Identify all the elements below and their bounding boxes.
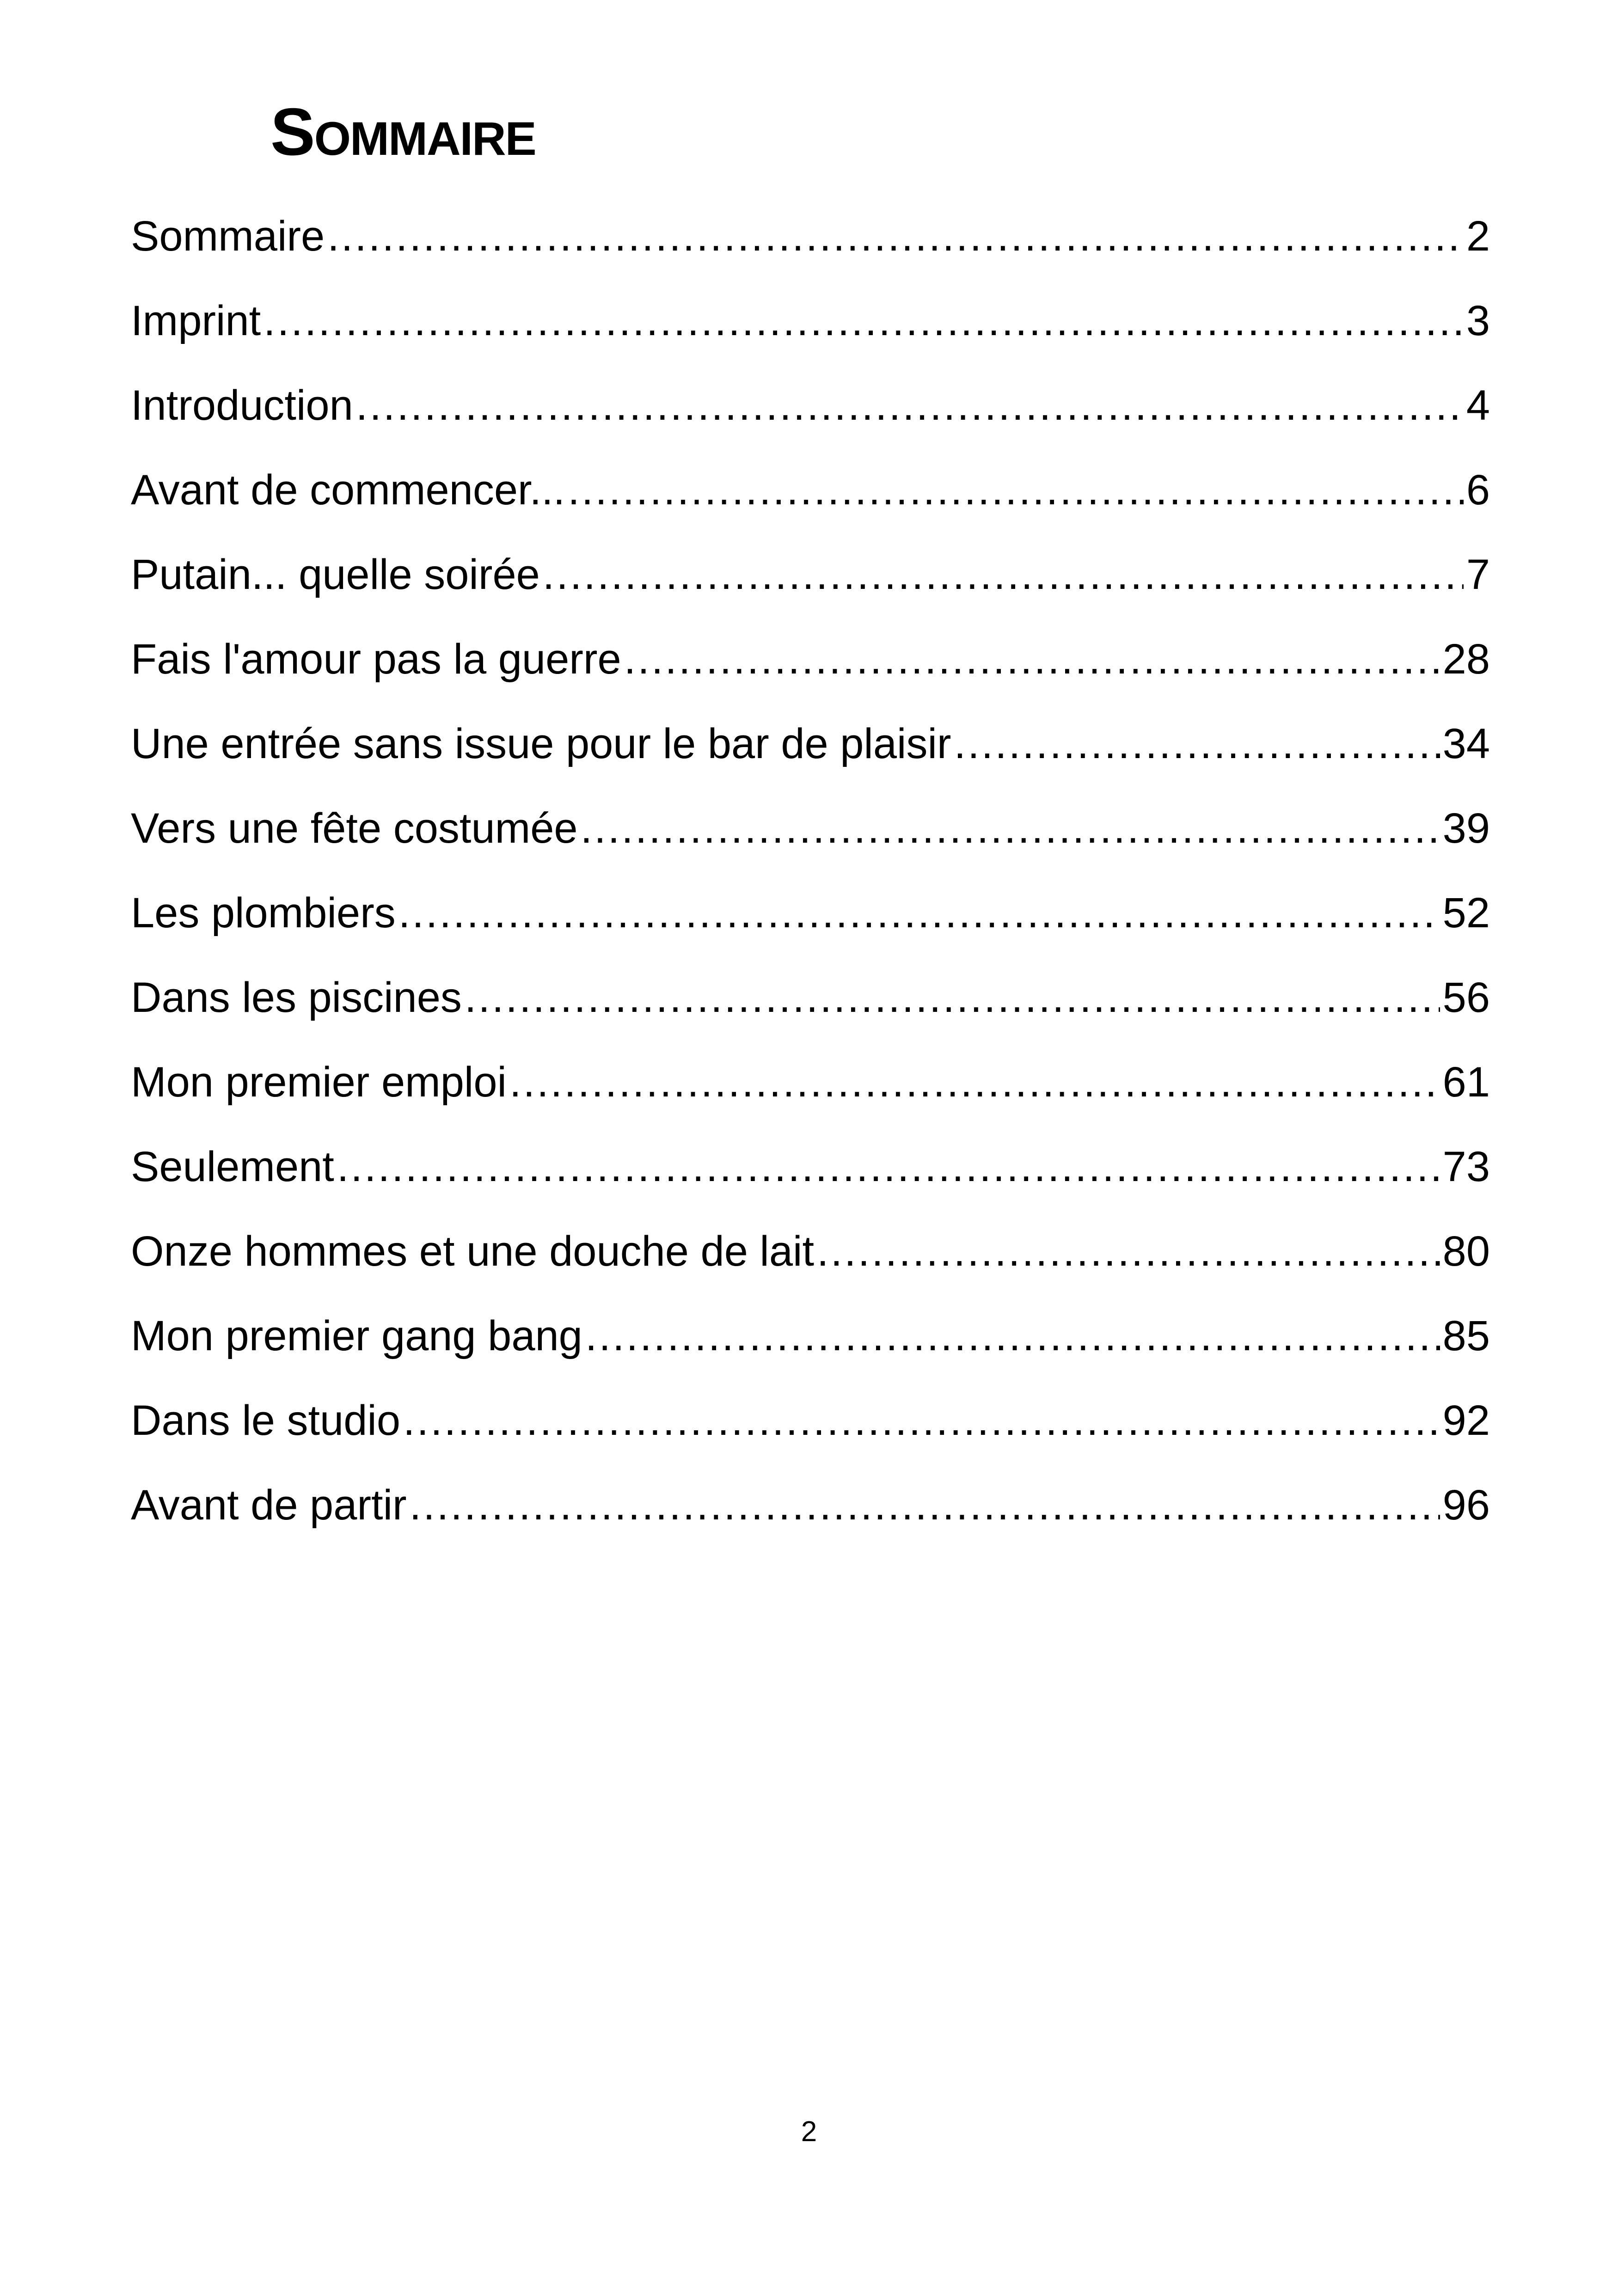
- toc-entry[interactable]: [131, 786, 1490, 871]
- toc-leader-dots: [543, 533, 1464, 617]
- toc-entry-label: Dans le studio: [131, 1397, 400, 1444]
- toc-entry-page: 39: [1442, 805, 1490, 852]
- toc-entry[interactable]: [131, 1294, 1490, 1378]
- toc-entry-label: Imprint: [131, 297, 261, 344]
- toc-leader-dots: [954, 702, 1440, 786]
- toc-entry[interactable]: [131, 194, 1490, 279]
- toc-leader-dots: [356, 363, 1464, 448]
- toc-entry-label: Introduction: [131, 382, 353, 429]
- toc-entry[interactable]: [131, 955, 1490, 1040]
- toc-entry[interactable]: [131, 533, 1490, 617]
- toc-entry[interactable]: [131, 1040, 1490, 1125]
- toc-entry[interactable]: [131, 702, 1490, 786]
- toc-entry-page: 52: [1442, 889, 1490, 937]
- toc-leader-dots: [509, 1040, 1440, 1125]
- toc-entry-page: 73: [1442, 1143, 1490, 1190]
- toc-leader-dots: [585, 1294, 1440, 1378]
- toc-leader-dots: [337, 1125, 1440, 1209]
- toc-entry-page: 34: [1442, 720, 1490, 767]
- toc-entry[interactable]: [131, 871, 1490, 955]
- toc-entry-page: 61: [1442, 1059, 1490, 1106]
- toc-entry-page: 92: [1442, 1397, 1490, 1444]
- toc-entry-label: Putain... quelle soirée: [131, 551, 540, 598]
- toc-entry[interactable]: [131, 1125, 1490, 1209]
- toc-entry[interactable]: [131, 448, 1490, 533]
- toc-entry-page: 85: [1442, 1312, 1490, 1359]
- toc-entry-page: 2: [1466, 213, 1490, 260]
- toc-entry-label: Seulement: [131, 1143, 334, 1190]
- toc-leader-dots: [327, 194, 1464, 279]
- toc-entry-label: Dans les piscines: [131, 974, 462, 1021]
- toc-entry-label: Mon premier emploi: [131, 1059, 507, 1106]
- toc-leader-dots: [410, 1463, 1440, 1548]
- toc-entry[interactable]: [131, 279, 1490, 363]
- toc-entry-page: 7: [1466, 551, 1490, 598]
- toc-entry-label: Une entrée sans issue pour le bar de plaisir: [131, 720, 951, 767]
- toc-leader-dots: [817, 1209, 1440, 1294]
- toc-entry-label: Onze hommes et une douche de lait: [131, 1228, 815, 1275]
- table-of-contents: [131, 194, 1490, 1548]
- toc-entry-page: 3: [1466, 297, 1490, 344]
- toc-entry[interactable]: [131, 1209, 1490, 1294]
- toc-entry-page: 56: [1442, 974, 1490, 1021]
- page-number: 2: [801, 2116, 817, 2148]
- toc-entry[interactable]: [131, 1463, 1490, 1548]
- page-title: Sommaire: [270, 94, 536, 169]
- toc-leader-dots: [403, 1378, 1440, 1463]
- toc-entry-label: Avant de partir: [131, 1482, 407, 1529]
- toc-entry-page: 4: [1466, 382, 1490, 429]
- toc-entry-page: 6: [1466, 466, 1490, 514]
- toc-entry-label: Sommaire: [131, 213, 325, 260]
- toc-leader-dots: [398, 871, 1440, 955]
- toc-leader-dots: [264, 279, 1464, 363]
- toc-leader-dots: [624, 617, 1440, 702]
- toc-entry[interactable]: [131, 1378, 1490, 1463]
- toc-entry-label: Vers une fête costumée: [131, 805, 578, 852]
- toc-leader-dots: [568, 448, 1464, 533]
- toc-entry-label: Avant de commencer...: [131, 466, 565, 514]
- toc-leader-dots: [465, 955, 1440, 1040]
- toc-entry-label: Fais l'amour pas la guerre: [131, 636, 621, 683]
- toc-entry[interactable]: [131, 617, 1490, 702]
- toc-leader-dots: [581, 786, 1440, 871]
- toc-entry-label: Les plombiers: [131, 889, 396, 937]
- toc-entry-page: 96: [1442, 1482, 1490, 1529]
- toc-entry-page: 28: [1442, 636, 1490, 683]
- toc-entry-label: Mon premier gang bang: [131, 1312, 582, 1359]
- toc-entry[interactable]: [131, 363, 1490, 448]
- toc-entry-page: 80: [1442, 1228, 1490, 1275]
